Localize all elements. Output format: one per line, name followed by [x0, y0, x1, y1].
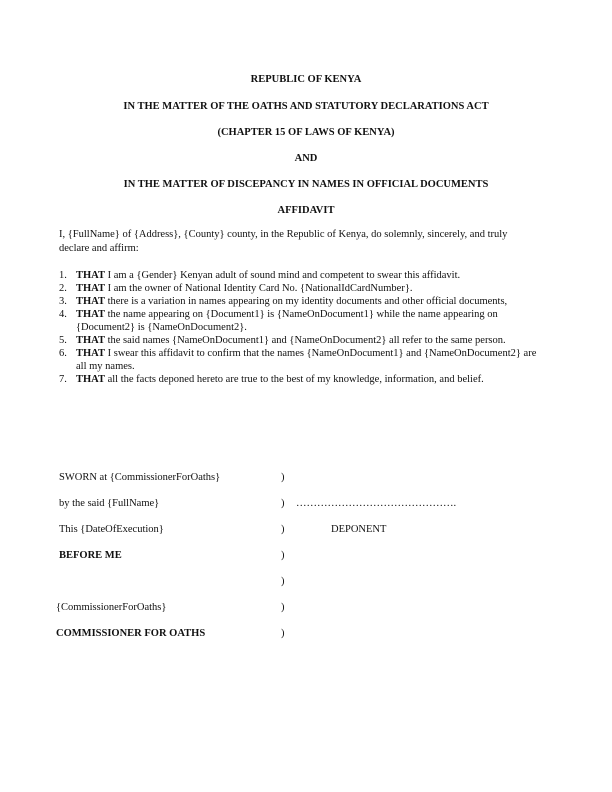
declaration-item [59, 282, 539, 295]
item-keyword: THAT [76, 374, 105, 385]
item-keyword: THAT [76, 348, 105, 359]
date-of-execution-line: This {DateOfExecution} [59, 524, 164, 535]
declaration-item [59, 269, 539, 282]
item-text: the said names {NameOnDocument1} and {NameOnDocument2} all refer to the same person. [104, 335, 506, 346]
bracket: ) [281, 576, 285, 587]
heading-and: AND [294, 153, 318, 164]
declaration-item [59, 308, 539, 334]
heading-affidavit: AFFIDAVIT [277, 205, 335, 216]
bracket: ) [281, 602, 285, 613]
item-text: I am the owner of National Identity Card No. {NationalIdCardNumber}. [104, 283, 413, 294]
item-text: I swear this affidavit to confirm that the names {NameOnDocument1} and {NameOnDocument2} are all my names. [76, 348, 537, 372]
item-number: 1. [59, 270, 67, 281]
item-text: I am a {Gender} Kenyan adult of sound mind and competent to swear this affidavit. [104, 270, 461, 281]
bracket: ) [281, 628, 285, 639]
bracket: ) [281, 524, 285, 535]
item-number: 3. [59, 296, 67, 307]
sworn-at-line: SWORN at {CommissionerForOaths} [59, 472, 221, 483]
item-text: all the facts deponed hereto are true to the best of my knowledge, information, and belief. [104, 374, 484, 385]
item-number: 4. [59, 309, 67, 320]
item-keyword: THAT [76, 335, 105, 346]
bracket: ) [281, 550, 285, 561]
item-keyword: THAT [76, 309, 105, 320]
item-keyword: THAT [76, 270, 105, 281]
declaration-item [59, 334, 539, 347]
item-number: 7. [59, 374, 67, 385]
bracket: ) [281, 472, 285, 483]
declaration-item [59, 347, 539, 373]
commissioner-name: {CommissionerForOaths} [56, 602, 167, 613]
heading-discrepancy: IN THE MATTER OF DISCEPANCY IN NAMES IN OFFICIAL DOCUMENTS [123, 179, 489, 190]
before-me-label: BEFORE ME [59, 550, 122, 561]
heading-republic: REPUBLIC OF KENYA [250, 74, 362, 85]
item-text: there is a variation in names appearing on my identity documents and other official documents, [104, 296, 508, 307]
item-number: 5. [59, 335, 67, 346]
commissioner-title: COMMISSIONER FOR OATHS [56, 628, 206, 639]
declaration-item [59, 373, 539, 386]
intro-paragraph: I, {FullName} of {Address}, {County} county, in the Republic of Kenya, do solemnly, sincerely, and truly declare and affirm: [59, 229, 508, 254]
declaration-item [59, 295, 539, 308]
heading-oaths-act: IN THE MATTER OF THE OATHS AND STATUTORY DECLARATIONS ACT [123, 101, 489, 112]
deponent-label: DEPONENT [331, 524, 387, 535]
item-number: 2. [59, 283, 67, 294]
item-number: 6. [59, 348, 67, 359]
by-the-said-line: by the said {FullName} [59, 498, 160, 509]
item-keyword: THAT [76, 283, 105, 294]
heading-chapter: (CHAPTER 15 OF LAWS OF KENYA) [217, 127, 395, 138]
signature-line: ………………………………………. [296, 498, 457, 509]
item-text: the name appearing on {Document1} is {NameOnDocument1} while the name appearing on {Document2} is {NameOnDocument2}. [76, 309, 498, 333]
item-keyword: THAT [76, 296, 105, 307]
declaration-list [59, 269, 539, 386]
bracket: ) [281, 498, 285, 509]
